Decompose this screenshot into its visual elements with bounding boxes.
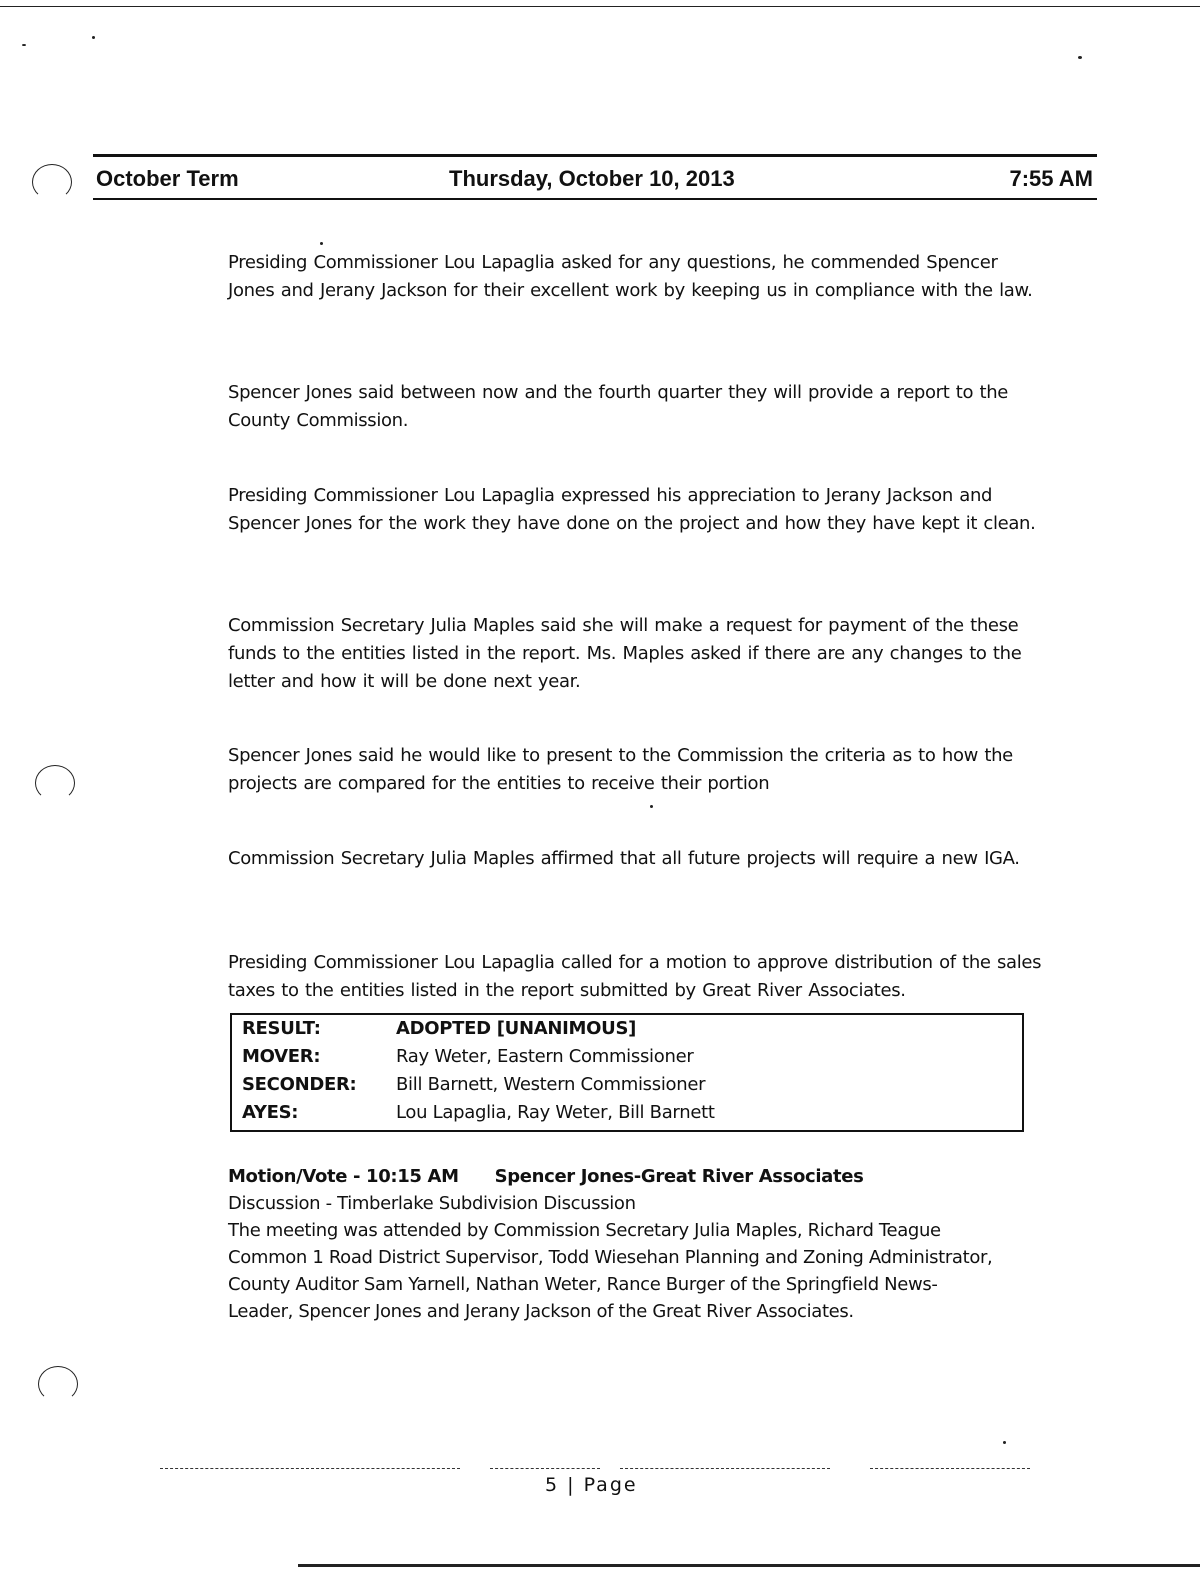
punch-hole-middle — [35, 765, 75, 801]
discussion-line: Discussion - Timberlake Subdivision Discussion — [228, 1193, 636, 1214]
attendance-line: County Auditor Sam Yarnell, Nathan Weter, Rance Burger of the Springfield News- — [228, 1274, 938, 1295]
paragraph: Commission Secretary Julia Maples said she will make a request for payment of the these funds to the entities listed in the report. Ms. Maples asked if there are any changes to the letter and how it will be done next year. — [228, 615, 1022, 692]
scan-edge-bottom — [298, 1564, 1200, 1567]
footer-rule — [490, 1468, 600, 1469]
mover-value: Ray Weter, Eastern Commissioner — [396, 1046, 694, 1067]
page-header — [93, 154, 1097, 200]
scan-speck — [320, 242, 323, 245]
paragraph: Presiding Commissioner Lou Lapaglia called for a motion to approve distribution of the sales taxes to the entities listed in the report submitted by Great River Associates. — [228, 952, 1042, 1001]
mover-label: MOVER: — [242, 1046, 321, 1067]
paragraph: Spencer Jones said he would like to present to the Commission the criteria as to how the projects are compared for the entities to receive their portion — [228, 745, 1013, 794]
seconder-value: Bill Barnett, Western Commissioner — [396, 1074, 706, 1095]
table-row — [232, 1046, 1022, 1074]
table-row — [232, 1102, 1022, 1130]
table-row — [232, 1018, 1022, 1046]
ayes-label: AYES: — [242, 1102, 299, 1123]
attendance-line: Common 1 Road District Supervisor, Todd Wiesehan Planning and Zoning Administrator, — [228, 1247, 993, 1268]
motion-vote-section — [228, 1163, 1058, 1325]
scan-speck — [1003, 1441, 1006, 1444]
result-label: RESULT: — [242, 1018, 321, 1039]
attendance-line: The meeting was attended by Commission Secretary Julia Maples, Richard Teague — [228, 1220, 941, 1241]
scan-speck — [22, 44, 26, 46]
section-title-subject: Spencer Jones-Great River Associates — [494, 1166, 864, 1187]
punch-hole-top — [32, 164, 72, 200]
section-title-time: Motion/Vote - 10:15 AM — [228, 1166, 459, 1187]
result-value: ADOPTED [UNANIMOUS] — [396, 1018, 637, 1039]
paragraph: Presiding Commissioner Lou Lapaglia expressed his appreciation to Jerany Jackson and Spencer Jones for the work they have done on the project and how they have kept it clean. — [228, 485, 1036, 534]
ayes-value: Lou Lapaglia, Ray Weter, Bill Barnett — [396, 1102, 715, 1123]
page-number: 5 | Page — [545, 1474, 638, 1496]
attendance-line: Leader, Spencer Jones and Jerany Jackson of the Great River Associates. — [228, 1301, 854, 1322]
scan-edge-top — [0, 6, 1200, 7]
scan-speck — [1078, 56, 1082, 59]
footer-rule — [620, 1468, 830, 1469]
section-title — [228, 1163, 1058, 1190]
header-time: 7:55 AM — [1009, 166, 1093, 191]
paragraph: Presiding Commissioner Lou Lapaglia asked for any questions, he commended Spencer Jones and Jerany Jackson for their excellent work by keeping us in compliance with the law. — [228, 252, 1033, 301]
punch-hole-bottom — [38, 1366, 78, 1402]
footer-rule — [870, 1468, 1030, 1469]
motion-result-table — [230, 1013, 1024, 1132]
footer-rule — [160, 1468, 460, 1469]
scan-speck — [650, 805, 653, 808]
header-term: October Term — [96, 166, 239, 191]
scan-speck — [92, 36, 95, 39]
seconder-label: SECONDER: — [242, 1074, 357, 1095]
table-row — [232, 1074, 1022, 1102]
header-date: Thursday, October 10, 2013 — [449, 166, 735, 191]
paragraph: Spencer Jones said between now and the fourth quarter they will provide a report to the County Commission. — [228, 382, 1009, 431]
paragraph: Commission Secretary Julia Maples affirmed that all future projects will require a new IGA. — [228, 848, 1020, 869]
